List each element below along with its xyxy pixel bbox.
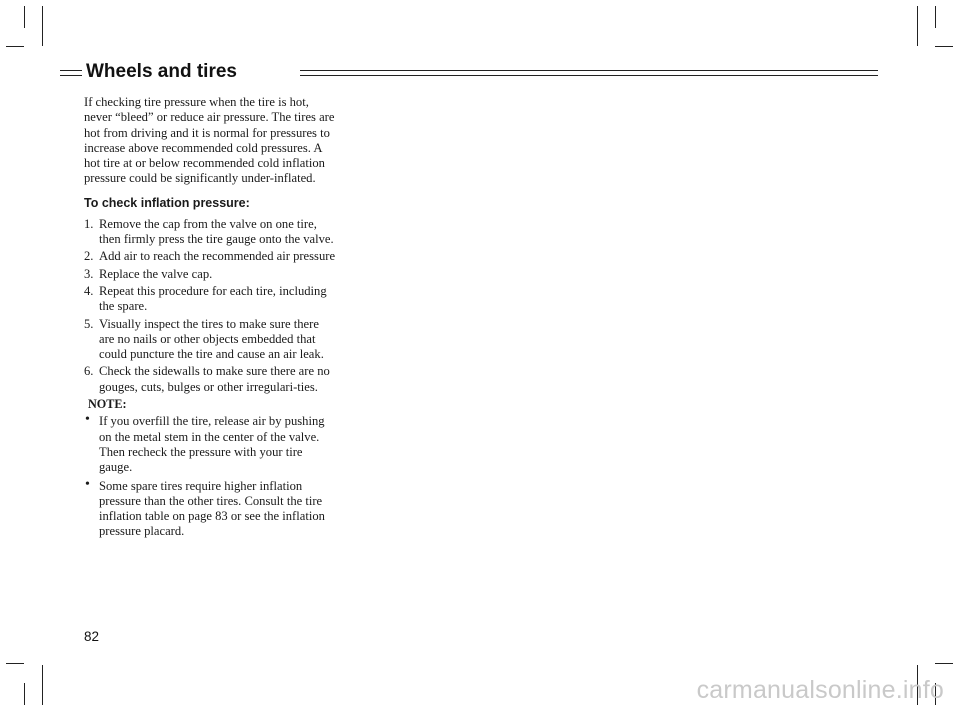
crop-mark — [6, 46, 24, 47]
list-item: • If you overfill the tire, release air by pushing on the metal stem in the center of the valve. Then recheck the pressure with your tire gauge. — [85, 412, 325, 475]
intro-paragraph: If checking tire pressure when the tire is hot, never “bleed” or reduce air pressure. The tires are hot from driving and it is normal for pressures to increase above recommended cold pressures. A hot tire at or below recommended cold inflation pressure could be significantly under-inflated. — [84, 95, 335, 186]
header-rule-right — [300, 70, 878, 76]
header-rule-left — [60, 70, 82, 76]
crop-mark — [917, 6, 918, 46]
subheading: To check inflation pressure: — [84, 195, 250, 210]
list-item: • Some spare tires require higher inflation pressure than the other tires. Consult the tire inflation table on page 83 or see the inflation pressure placard. — [85, 476, 325, 539]
bullet-icon: • — [85, 412, 90, 428]
crop-mark — [935, 663, 953, 664]
procedure-steps — [84, 217, 336, 395]
watermark: carmanualsonline.info — [696, 676, 944, 704]
crop-mark — [42, 6, 43, 46]
crop-mark — [24, 683, 25, 705]
list-item: 4. Repeat this procedure for each tire, including the spare. — [84, 283, 327, 314]
notes-list — [84, 414, 336, 539]
section-title: Wheels and tires — [86, 61, 237, 82]
list-item: 3. Replace the valve cap. — [84, 266, 213, 281]
crop-mark — [935, 6, 936, 28]
note-label: NOTE: — [88, 397, 127, 412]
crop-mark — [6, 663, 24, 664]
crop-mark — [935, 46, 953, 47]
crop-mark — [42, 665, 43, 705]
page-number: 82 — [84, 629, 100, 644]
list-item: 6. Check the sidewalls to make sure there are no gouges, cuts, bulges or other irregulari-ties. — [84, 364, 330, 394]
list-item: 2. Add air to reach the recommended air pressure — [84, 249, 336, 264]
body-text-column — [84, 95, 336, 543]
list-item: 1. Remove the cap from the valve on one tire, then firmly press the tire gauge onto the valve. — [84, 216, 334, 247]
section-header — [60, 60, 878, 84]
crop-mark — [24, 6, 25, 28]
list-item: 5. Visually inspect the tires to make sure there are no nails or other objects embedded that could puncture the tire and cause an air leak. — [84, 316, 324, 362]
bullet-icon: • — [85, 476, 90, 492]
